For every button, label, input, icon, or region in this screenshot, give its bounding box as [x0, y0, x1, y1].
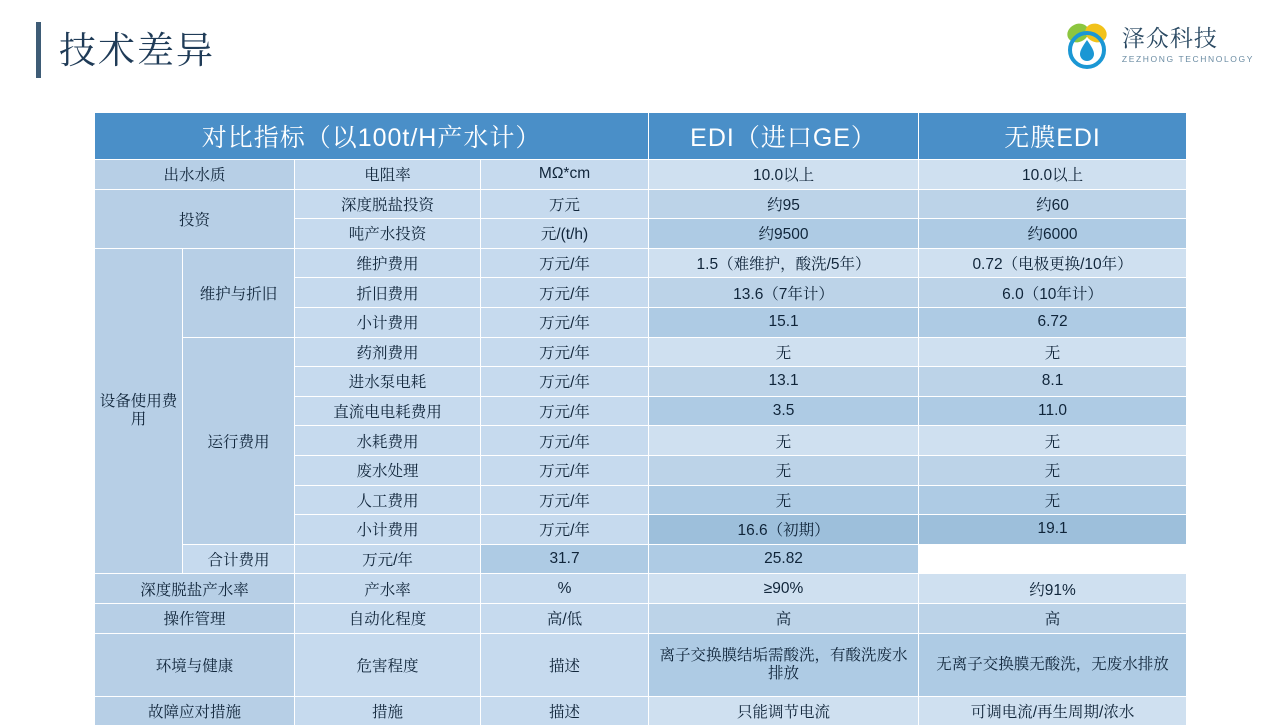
row-subgroup-label: 运行费用 [183, 337, 295, 544]
row-group-label: 深度脱盐产水率 [95, 574, 295, 604]
cell-nomem: 无 [919, 455, 1187, 485]
cell-nomem: 6.72 [919, 307, 1187, 337]
row-item-label: 折旧费用 [295, 278, 481, 308]
table [94, 112, 1187, 726]
row-group-label: 出水水质 [95, 160, 295, 190]
title-text: 技术差异 [59, 29, 215, 71]
row-unit: 万元/年 [295, 544, 481, 574]
table-row [95, 633, 1187, 696]
row-unit: 万元/年 [481, 485, 649, 515]
row-item-label: 深度脱盐投资 [295, 189, 481, 219]
row-item-label: 药剂费用 [295, 337, 481, 367]
row-unit: 万元/年 [481, 307, 649, 337]
row-group-label: 操作管理 [95, 603, 295, 633]
row-unit: 万元/年 [481, 367, 649, 397]
row-item-label: 直流电电耗费用 [295, 396, 481, 426]
cell-edi: 10.0以上 [649, 160, 919, 190]
cell-nomem: 约60 [919, 189, 1187, 219]
row-group-label: 环境与健康 [95, 633, 295, 696]
table-row [95, 544, 1187, 574]
cell-edi: 16.6（初期） [649, 515, 919, 545]
cell-nomem: 无 [919, 337, 1187, 367]
cell-edi: 无 [649, 455, 919, 485]
cell-nomem: 10.0以上 [919, 160, 1187, 190]
cell-nomem: 无离子交换膜无酸洗，无废水排放 [919, 633, 1187, 696]
row-unit: 描述 [481, 696, 649, 726]
row-unit: 万元/年 [481, 396, 649, 426]
page-title [36, 22, 215, 78]
header-edi: EDI（进口GE） [649, 113, 919, 160]
header-nomem: 无膜EDI [919, 113, 1187, 160]
row-unit: 万元 [481, 189, 649, 219]
table-row [95, 337, 1187, 367]
row-unit: 高/低 [481, 603, 649, 633]
logo-mark-icon [1060, 18, 1114, 72]
table-row [95, 160, 1187, 190]
row-item-label: 水耗费用 [295, 426, 481, 456]
row-item-label: 维护费用 [295, 248, 481, 278]
row-item-label: 进水泵电耗 [295, 367, 481, 397]
cell-edi: 高 [649, 603, 919, 633]
company-logo [1060, 18, 1254, 72]
table-row [95, 603, 1187, 633]
cell-edi: 只能调节电流 [649, 696, 919, 726]
row-group-label: 故障应对措施 [95, 696, 295, 726]
cell-nomem: 19.1 [919, 515, 1187, 545]
cell-nomem: 0.72（电极更换/10年） [919, 248, 1187, 278]
row-unit: 万元/年 [481, 426, 649, 456]
row-item-label: 合计费用 [183, 544, 295, 574]
cell-nomem: 无 [919, 426, 1187, 456]
row-unit: 万元/年 [481, 337, 649, 367]
table-row [95, 696, 1187, 726]
row-item-label: 电阻率 [295, 160, 481, 190]
logo-text [1122, 26, 1254, 64]
cell-nomem: 6.0（10年计） [919, 278, 1187, 308]
cell-edi: 3.5 [649, 396, 919, 426]
row-unit: % [481, 574, 649, 604]
cell-edi: 31.7 [481, 544, 649, 574]
row-item-label: 小计费用 [295, 307, 481, 337]
cell-nomem: 约91% [919, 574, 1187, 604]
row-unit: 万元/年 [481, 515, 649, 545]
row-unit: 万元/年 [481, 248, 649, 278]
row-item-label: 自动化程度 [295, 603, 481, 633]
cell-nomem: 高 [919, 603, 1187, 633]
cell-edi: 无 [649, 485, 919, 515]
cell-nomem: 约6000 [919, 219, 1187, 249]
row-item-label: 废水处理 [295, 455, 481, 485]
table-row [95, 189, 1187, 219]
row-unit: 描述 [481, 633, 649, 696]
logo-company-en: ZEZHONG TECHNOLOGY [1121, 54, 1254, 65]
title-accent-bar [36, 22, 41, 78]
comparison-table [94, 112, 1186, 726]
row-item-label: 小计费用 [295, 515, 481, 545]
table-row [95, 574, 1187, 604]
row-unit: 元/(t/h) [481, 219, 649, 249]
cell-edi: 13.1 [649, 367, 919, 397]
row-item-label: 人工费用 [295, 485, 481, 515]
row-item-label: 吨产水投资 [295, 219, 481, 249]
cell-edi: 13.6（7年计） [649, 278, 919, 308]
row-group-label: 投资 [95, 189, 295, 248]
table-row [95, 248, 1187, 278]
row-unit: MΩ*cm [481, 160, 649, 190]
cell-edi: 约95 [649, 189, 919, 219]
row-item-label: 措施 [295, 696, 481, 726]
cell-edi: 无 [649, 337, 919, 367]
cell-edi: 约9500 [649, 219, 919, 249]
row-item-label: 危害程度 [295, 633, 481, 696]
cell-edi: 无 [649, 426, 919, 456]
row-group-label: 设备使用费用 [95, 248, 183, 574]
cell-nomem: 可调电流/再生周期/浓水 [919, 696, 1187, 726]
row-subgroup-label: 维护与折旧 [183, 248, 295, 337]
cell-nomem: 无 [919, 485, 1187, 515]
cell-edi: 离子交换膜结垢需酸洗，有酸洗废水排放 [649, 633, 919, 696]
header-metric: 对比指标（以100t/H产水计） [95, 113, 649, 160]
cell-edi: 1.5（难维护，酸洗/5年） [649, 248, 919, 278]
cell-nomem: 25.82 [649, 544, 919, 574]
logo-company-cn: 泽众科技 [1121, 24, 1218, 51]
cell-nomem: 8.1 [919, 367, 1187, 397]
cell-edi: 15.1 [649, 307, 919, 337]
cell-edi: ≥90% [649, 574, 919, 604]
row-unit: 万元/年 [481, 278, 649, 308]
table-header-row [95, 113, 1187, 160]
cell-nomem: 11.0 [919, 396, 1187, 426]
row-unit: 万元/年 [481, 455, 649, 485]
row-item-label: 产水率 [295, 574, 481, 604]
